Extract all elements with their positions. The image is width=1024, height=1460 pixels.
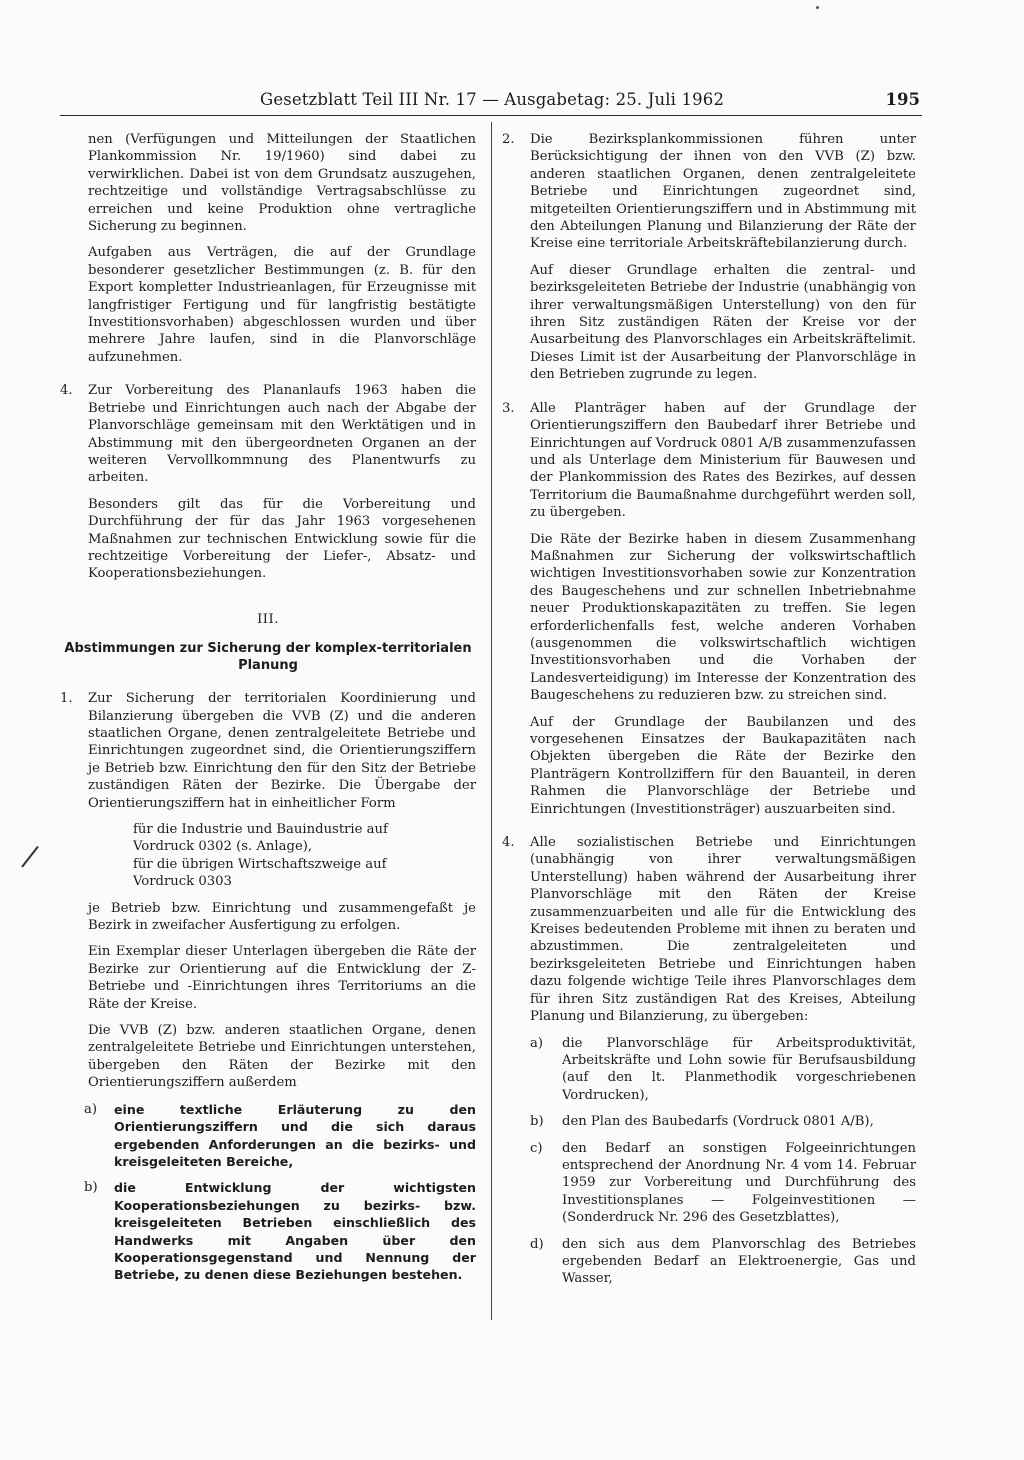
form-line: für die übrigen Wirtschaftszweige auf	[133, 856, 387, 872]
sub-item-b	[502, 1113, 916, 1130]
form-line: Vordruck 0303	[133, 874, 232, 890]
paragraph: den Plan des Baubedarfs (Vordruck 0801 A/B),	[562, 1114, 874, 1130]
paragraph: Auf der Grundlage der Baubilanzen und des vorgesehenen Einsatzes der Baukapazitäten nach Objekten übergeben die Räte der Bezirke den Planträgern Kontrollziffern für den Bauanteil, in deren Rahmen die Planvorschläge der Betriebe und Einrichtungen (Investitionsträger) auszuarbeiten sind.	[530, 714, 916, 817]
list-item-3	[502, 400, 916, 522]
paragraph: Zur Vorbereitung des Plananlaufs 1963 haben die Betriebe und Einrichtungen auch nach der Abgabe der Planvorschläge gemeinsam mit den Werktätigen und in Abstimmung mit den übergeordneten Organen an der weiteren Vervollkommnung des Planentwurfs zu arbeiten.	[88, 383, 476, 486]
paragraph: Die Räte der Bezirke haben in diesem Zusammenhang Maßnahmen zur Sicherung der volkswirtschaftlich wichtigen Investitionsvorhaben sowie zur Konzentration des Baugeschehens und zur schnellen Inbetriebnahme neuer Produktionskapazitäten zu treffen. Sie legen erforderlichenfalls fest, welche anderen Vorhaben (ausgenommen die volkswirtschaftlich wichtigen Investitionsvorhaben und die Vorhaben der Landesverteidigung) im Interesse der Konzentration des Baugeschehens zu reduzieren bzw. zu streichen sind.	[530, 531, 916, 704]
item-number: 3.	[502, 400, 515, 416]
list-item-4	[60, 382, 476, 486]
item-letter: b)	[84, 1180, 98, 1196]
list-item-4	[502, 834, 916, 1025]
sub-item-a	[502, 1035, 916, 1105]
item-letter: d)	[530, 1236, 544, 1252]
sub-item-d	[502, 1236, 916, 1288]
paragraph: eine textliche Erläuterung zu den Orientierungsziffern und die sich daraus ergebenden Anforderungen an die bezirks- und kreisgeleiteten Bereiche,	[114, 1101, 476, 1169]
header-title: Gesetzblatt Teil III Nr. 17 — Ausgabetag: 25. Juli 1962	[260, 90, 725, 109]
sub-item-b	[60, 1179, 476, 1283]
item-letter: a)	[84, 1101, 98, 1117]
paragraph: den sich aus dem Planvorschlag des Betriebes ergebenden Bedarf an Elektroenergie, Gas und Wasser,	[562, 1236, 916, 1287]
section-title: Abstimmungen zur Sicherung der komplex-territorialen Planung	[64, 641, 472, 674]
item-letter: c)	[530, 1140, 543, 1156]
paragraph: Ein Exemplar dieser Unterlagen übergeben die Räte der Bezirke zur Orientierung auf die Entwicklung der Z-Betriebe und -Einrichtungen ihres Territoriums an die Räte der Kreise.	[88, 944, 476, 1012]
item-number: 4.	[502, 835, 515, 851]
paragraph: Alle sozialistischen Betriebe und Einrichtungen (unabhängig von ihrer verwaltungsmäßigen Unterstellung) haben während der Ausarbeitung ihrer Planvorschläge mit den Räten der Kreise zusammenzuarbeiten und alle für die Entwicklung des Kreises bedeutenden Probleme mit ihnen zu beraten und abzustimmen. Die zentralgeleiteten und bezirksgeleiteten Betriebe und Einrichtungen haben dazu folgende wichtige Teile ihres Planvorschlages dem für ihren Sitz zuständigen Rat des Kreises, Abteilung Planung und Bilanzierung, zu übergeben:	[530, 835, 916, 1025]
item-number: 4.	[60, 383, 73, 399]
paragraph: Die VVB (Z) bzw. anderen staatlichen Organe, denen zentralgeleitete Betriebe und Einrichtungen unterstehen, übergeben den Räten der Bezirke mit den Orientierungsziffern außerdem	[88, 1023, 476, 1091]
section-number: III.	[257, 611, 279, 627]
right-column	[502, 131, 916, 1288]
paragraph: Aufgaben aus Verträgen, die auf der Grundlage besonderer gesetzlicher Bestimmungen (z. B. für den Export kompletter Industrieanlagen, für Erzeugnisse mit langfristiger Fertigung und für langfristig bestätigte Investitionsvorhaben) abgeschlossen wurden und über mehrere Jahre laufen, sind in die Planvorschläge aufzunehmen.	[88, 245, 476, 365]
list-item-2	[502, 131, 916, 253]
speck	[816, 6, 819, 9]
list-item-1	[60, 690, 476, 812]
paragraph: Zur Sicherung der territorialen Koordinierung und Bilanzierung übergeben die VVB (Z) und die anderen staatlichen Organe, denen zentralgeleitete Betriebe und Einrichtungen zugeordnet sind, die Orientierungsziffern je Betrieb bzw. Einrichtung den für den Sitz der Betriebe zuständigen Räten der Bezirke. Die Übergabe der Orientierungsziffern hat in einheitlicher Form	[88, 691, 476, 811]
paragraph: Auf dieser Grundlage erhalten die zentral- und bezirksgeleiteten Betriebe der Industrie (unabhängig von ihrer verwaltungsmäßigen Unterstellung) von den für ihren Sitz zuständigen Räten der Kreise vor der Ausarbeitung des Planvorschlages ein Arbeitskräftelimit. Dieses Limit ist der Ausarbeitung der Planvorschläge in den Betrieben zugrunde zu legen.	[530, 262, 916, 383]
header-rule	[60, 115, 922, 116]
left-column	[60, 131, 476, 1284]
form-block	[60, 821, 476, 891]
sub-item-a	[60, 1101, 476, 1171]
paragraph: nen (Verfügungen und Mitteilungen der Staatlichen Plankommission Nr. 19/1960) sind dabei zu verwirklichen. Dabei ist von dem Grundsatz auszugehen, rechtzeitige und vollständige Vertragsabschlüsse zu erreichen und keine Produktion ohne vertragliche Sicherung zu beginnen.	[88, 132, 476, 235]
page-header	[60, 88, 922, 114]
item-letter: b)	[530, 1114, 544, 1130]
paragraph: die Entwicklung der wichtigsten Kooperationsbeziehungen zu bezirks- bzw. kreisgeleiteten Betrieben einschließlich des Handwerks mit Angaben über den Kooperationsgegenstand und Nennung der Betriebe, zu denen diese Beziehungen bestehen.	[114, 1180, 476, 1283]
paragraph: Besonders gilt das für die Vorbereitung und Durchführung der für das Jahr 1963 vorgesehenen Maßnahmen zur technischen Entwicklung sowie für die rechtzeitige Vorbereitung der Liefer-, Absatz- und Kooperationsbeziehungen.	[88, 496, 476, 582]
column-divider	[491, 122, 492, 1320]
paragraph: Die Bezirksplankommissionen führen unter Berücksichtigung der ihnen von den VVB (Z) bzw. anderen staatlichen Organen, denen zentralgeleitete Betriebe und Einrichtungen zugeordnet sind, mitgeteilten Orientierungsziffern und in Abstimmung mit den Abteilungen Planung und Bilanzierung der Räte der Kreise eine territoriale Arbeitskräftebilanzierung durch.	[530, 132, 916, 252]
form-line: Vordruck 0302 (s. Anlage),	[133, 839, 313, 855]
page-number: 195	[885, 90, 920, 109]
paragraph: die Planvorschläge für Arbeitsproduktivität, Arbeitskräfte und Lohn sowie für Berufsausbildung (auf den lt. Planmethodik vorgeschriebenen Vordrucken),	[562, 1035, 916, 1103]
paragraph: je Betrieb bzw. Einrichtung und zusammengefaßt je Bezirk in zweifacher Ausfertigung zu erfolgen.	[88, 900, 476, 934]
item-letter: a)	[530, 1035, 544, 1051]
margin-pen-mark	[21, 846, 39, 868]
paragraph: den Bedarf an sonstigen Folgeeinrichtungen entsprechend der Anordnung Nr. 4 vom 14. Februar 1959 zur Vorbereitung und Durchführung des Investitionsplanes — Folgeinvestitionen — (Sonderdruck Nr. 296 des Gesetzblattes),	[562, 1140, 916, 1226]
sub-item-c	[502, 1140, 916, 1227]
item-number: 2.	[502, 132, 515, 147]
form-line: für die Industrie und Bauindustrie auf	[133, 822, 388, 837]
paragraph: Alle Planträger haben auf der Grundlage der Orientierungsziffern den Baubedarf ihrer Betriebe und Einrichtungen auf Vordruck 0801 A/B zusammenzufassen und als Unterlage dem Ministerium für Bauwesen und der Plankommission des Rates des Bezirkes, auf dessen Territorium die Baumaßnahme durchgeführt werden soll, zu übergeben.	[530, 400, 916, 521]
item-number: 1.	[60, 691, 73, 707]
